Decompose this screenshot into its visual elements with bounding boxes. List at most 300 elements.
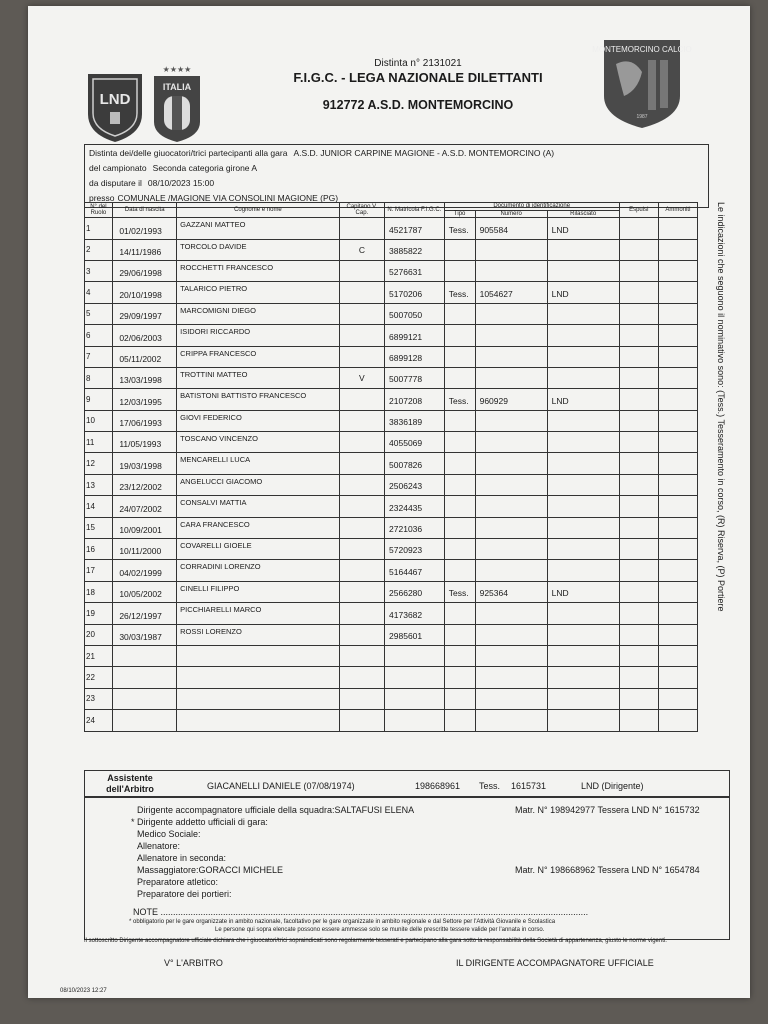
doc-issuer-text: LND <box>551 288 569 299</box>
player-name-cell <box>177 346 340 367</box>
birth-date-text: 30/03/1987 <box>119 632 162 642</box>
doc-number-text: 960929 <box>479 395 508 406</box>
birth-date-text: 26/12/1997 <box>119 610 162 621</box>
ruolo-cell <box>84 710 113 731</box>
signature-arbitro: V° L'ARBITRO <box>164 958 223 968</box>
doc-issuer-cell <box>547 282 619 303</box>
captain-cell <box>339 218 384 239</box>
ruolo-cell <box>84 218 113 239</box>
espulsi-cell <box>619 432 658 453</box>
doc-type-cell <box>444 367 475 388</box>
ammoniti-cell <box>658 667 697 688</box>
table-row: 9 12/03/1995 BATISTONI BATTISTO FRANCESCO 2107208 Tess. 960929 LND <box>84 389 698 410</box>
birth-date-text: 23/12/2002 <box>119 482 162 493</box>
doc-issuer-text: LND <box>551 395 569 406</box>
ruolo-cell <box>84 517 113 538</box>
doc-type-cell <box>444 239 475 260</box>
doc-issuer-cell <box>547 367 619 388</box>
matricola-text: 3885822 <box>389 245 423 256</box>
info-campionato: del campionato Seconda categoria girone A <box>89 163 258 173</box>
player-name-cell <box>177 603 340 624</box>
captain-cell <box>339 260 384 281</box>
birth-date-text: 05/11/2002 <box>119 353 162 364</box>
doc-type-cell <box>444 560 475 581</box>
espulsi-cell <box>619 539 658 560</box>
table-row: 11 11/05/1993 TOSCANO VINCENZO 4055069 <box>84 432 698 453</box>
doc-number-cell <box>475 303 547 324</box>
doc-issuer-cell <box>547 474 619 495</box>
doc-type-text: Tess. <box>448 224 469 235</box>
doc-number-cell <box>475 474 547 495</box>
player-name-cell <box>177 539 340 560</box>
matricola-cell <box>385 282 445 303</box>
espulsi-cell <box>619 667 658 688</box>
ammoniti-cell <box>658 474 697 495</box>
distinta-number: Distinta n° 2131021 <box>374 58 462 69</box>
doc-number-cell <box>475 260 547 281</box>
doc-number-cell <box>475 517 547 538</box>
birth-date-text: 17/06/1993 <box>119 418 162 429</box>
birth-date-text: 10/09/2001 <box>119 525 162 536</box>
ammoniti-cell <box>658 560 697 581</box>
player-name-text: MARCOMIGNI DIEGO <box>180 305 256 315</box>
birth-date-cell <box>113 688 177 709</box>
ruolo-cell <box>84 453 113 474</box>
player-name-cell <box>177 710 340 731</box>
matricola-cell <box>385 710 445 731</box>
footnote-obbligatorio: * obbligatorio per le gare organizzate in ambito nazionale, facoltativo per le gare organizzate in ambito regionale e dal Settore per l'Attività Giovanile e Scolastica <box>129 919 556 925</box>
espulsi-cell <box>619 260 658 281</box>
table-row: 20 30/03/1987 ROSSI LORENZO 2985601 <box>84 624 698 645</box>
ruolo-cell <box>84 346 113 367</box>
doc-type-cell <box>444 453 475 474</box>
captain-cell <box>339 603 384 624</box>
col-rilasciato: Rilasciato <box>547 210 619 218</box>
match-info-box <box>84 144 709 208</box>
birth-date-text: 24/07/2002 <box>119 503 162 514</box>
doc-issuer-cell <box>547 581 619 602</box>
matricola-cell <box>385 624 445 645</box>
matricola-cell <box>385 560 445 581</box>
doc-number-cell <box>475 453 547 474</box>
ruolo-cell <box>84 603 113 624</box>
doc-issuer-cell <box>547 496 619 517</box>
birth-date-text: 02/06/2003 <box>119 332 162 343</box>
players-table <box>84 202 698 732</box>
ruolo-cell <box>84 325 113 346</box>
birth-date-text: 29/09/1997 <box>119 311 162 322</box>
ammoniti-cell <box>658 410 697 431</box>
doc-issuer-cell <box>547 239 619 260</box>
table-row: 12 19/03/1998 MENCARELLI LUCA 5007826 <box>84 453 698 474</box>
doc-number-cell <box>475 688 547 709</box>
assistant-doc-type: Tess. <box>479 781 501 791</box>
doc-type-text: Tess. <box>448 588 469 599</box>
table-row: 6 02/06/2003 ISIDORI RICCARDO 6899121 <box>84 325 698 346</box>
matricola-text: 2506243 <box>389 481 423 492</box>
svg-text:LND: LND <box>99 91 131 108</box>
matricola-cell <box>385 410 445 431</box>
doc-issuer-cell <box>547 218 619 239</box>
birth-date-cell <box>113 367 177 388</box>
espulsi-cell <box>619 367 658 388</box>
birth-date-cell <box>113 218 177 239</box>
ruolo-cell <box>84 496 113 517</box>
matricola-cell <box>385 367 445 388</box>
birth-date-cell <box>113 282 177 303</box>
birth-date-cell <box>113 517 177 538</box>
staff-box <box>84 796 730 940</box>
captain-cell <box>339 346 384 367</box>
col-matricola: N. Matricola F.I.G.C. <box>385 203 445 218</box>
player-name-cell <box>177 260 340 281</box>
espulsi-cell <box>619 218 658 239</box>
player-name-cell <box>177 389 340 410</box>
ruolo-cell <box>84 260 113 281</box>
birth-date-text: 01/02/1993 <box>119 225 162 236</box>
table-row: 7 05/11/2002 CRIPPA FRANCESCO 6899128 <box>84 346 698 367</box>
captain-cell <box>339 474 384 495</box>
birth-date-cell <box>113 474 177 495</box>
matricola-cell <box>385 688 445 709</box>
player-name-text: ROCCHETTI FRANCESCO <box>180 262 274 272</box>
player-name-text: CONSALVI MATTIA <box>180 498 247 508</box>
doc-number-cell <box>475 710 547 731</box>
captain-cell <box>339 581 384 602</box>
birth-date-cell <box>113 624 177 645</box>
espulsi-cell <box>619 303 658 324</box>
player-name-cell <box>177 410 340 431</box>
birth-date-text: 29/06/1998 <box>119 268 162 279</box>
doc-number-text: 1054627 <box>479 288 513 299</box>
ruolo-cell <box>84 474 113 495</box>
espulsi-cell <box>619 325 658 346</box>
matricola-text: 4173682 <box>389 609 423 620</box>
matricola-cell <box>385 474 445 495</box>
ruolo-cell <box>84 667 113 688</box>
ammoniti-cell <box>658 389 697 410</box>
espulsi-cell <box>619 453 658 474</box>
birth-date-cell <box>113 239 177 260</box>
espulsi-cell <box>619 581 658 602</box>
matricola-text: 3836189 <box>389 417 423 428</box>
ammoniti-cell <box>658 539 697 560</box>
matricola-text: 2324435 <box>389 502 423 513</box>
col-documento: Documento di identificazione <box>444 203 619 211</box>
doc-issuer-cell <box>547 389 619 410</box>
assistant-name: GIACANELLI DANIELE (07/08/1974) <box>207 781 355 791</box>
doc-type-text: Tess. <box>448 395 469 406</box>
matricola-cell <box>385 453 445 474</box>
ammoniti-cell <box>658 325 697 346</box>
ruolo-cell <box>84 367 113 388</box>
matricola-cell <box>385 303 445 324</box>
matricola-cell <box>385 496 445 517</box>
doc-number-cell <box>475 496 547 517</box>
table-row: 4 20/10/1998 TALARICO PIETRO 5170206 Tess. 1054627 LND <box>84 282 698 303</box>
doc-type-text: Tess. <box>448 288 469 299</box>
captain-cell <box>339 539 384 560</box>
doc-type-cell <box>444 646 475 667</box>
player-name-cell <box>177 432 340 453</box>
table-row: 22 <box>84 667 698 688</box>
player-name-text: BATISTONI BATTISTO FRANCESCO <box>180 391 307 401</box>
doc-number-cell <box>475 218 547 239</box>
ammoniti-cell <box>658 688 697 709</box>
espulsi-cell <box>619 389 658 410</box>
col-nascita: Data di nascita <box>113 203 177 218</box>
col-numero: Numero <box>475 210 547 218</box>
matricola-cell <box>385 603 445 624</box>
captain-cell <box>339 410 384 431</box>
birth-date-text: 14/11/1986 <box>119 246 162 257</box>
player-name-cell <box>177 367 340 388</box>
matricola-text: 5276631 <box>389 267 423 278</box>
table-row: 10 17/06/1993 GIOVI FEDERICO 3836189 <box>84 410 698 431</box>
table-row: 15 10/09/2001 CARA FRANCESCO 2721036 <box>84 517 698 538</box>
captain-cell <box>339 710 384 731</box>
doc-issuer-cell <box>547 453 619 474</box>
player-name-text: GAZZANI MATTEO <box>180 220 246 230</box>
doc-number-cell <box>475 539 547 560</box>
player-name-cell <box>177 560 340 581</box>
matricola-cell <box>385 539 445 560</box>
espulsi-cell <box>619 346 658 367</box>
birth-date-cell <box>113 603 177 624</box>
ruolo-cell <box>84 581 113 602</box>
ammoniti-cell <box>658 624 697 645</box>
doc-type-cell <box>444 581 475 602</box>
table-row: 2 14/11/1986 TORCOLO DAVIDE C 3885822 <box>84 239 698 260</box>
captain-cell <box>339 496 384 517</box>
lnd-logo <box>84 68 146 144</box>
ammoniti-cell <box>658 346 697 367</box>
player-name-cell <box>177 496 340 517</box>
birth-date-cell <box>113 710 177 731</box>
col-capitano: Capitano V. Cap. <box>339 203 384 218</box>
birth-date-cell <box>113 325 177 346</box>
col-ammoniti: Ammoniti <box>658 203 697 218</box>
doc-issuer-cell <box>547 325 619 346</box>
birth-date-cell <box>113 496 177 517</box>
player-name-cell <box>177 688 340 709</box>
espulsi-cell <box>619 282 658 303</box>
doc-type-cell <box>444 474 475 495</box>
doc-issuer-cell <box>547 560 619 581</box>
matricola-cell <box>385 667 445 688</box>
doc-type-cell <box>444 624 475 645</box>
player-name-text: PICCHIARELLI MARCO <box>180 605 262 615</box>
signature-dirigente: IL DIRIGENTE ACCOMPAGNATORE UFFICIALE <box>456 958 654 968</box>
birth-date-cell <box>113 646 177 667</box>
captain-cell <box>339 325 384 346</box>
medico-sociale: Medico Sociale: <box>137 829 201 839</box>
matricola-cell <box>385 646 445 667</box>
matricola-cell <box>385 346 445 367</box>
espulsi-cell <box>619 496 658 517</box>
doc-type-cell <box>444 218 475 239</box>
espulsi-cell <box>619 710 658 731</box>
doc-number-cell <box>475 560 547 581</box>
table-row: 17 04/02/1999 CORRADINI LORENZO 5164467 <box>84 560 698 581</box>
espulsi-cell <box>619 410 658 431</box>
doc-type-cell <box>444 410 475 431</box>
doc-type-cell <box>444 667 475 688</box>
doc-type-cell <box>444 303 475 324</box>
table-row: 5 29/09/1997 MARCOMIGNI DIEGO 5007050 <box>84 303 698 324</box>
assistant-matricola: 198668961 <box>415 781 461 791</box>
doc-type-cell <box>444 346 475 367</box>
ammoniti-cell <box>658 282 697 303</box>
player-name-text: GIOVI FEDERICO <box>180 412 242 422</box>
massaggiatore-matricola: Matr. N° 198668962 Tessera LND N° 1654784 <box>515 865 700 875</box>
doc-number-cell <box>475 432 547 453</box>
birth-date-text: 19/03/1998 <box>119 460 162 471</box>
table-row: 3 29/06/1998 ROCCHETTI FRANCESCO 5276631 <box>84 260 698 281</box>
captain-cell <box>339 688 384 709</box>
player-name-text: ANGELUCCI GIACOMO <box>180 476 263 486</box>
birth-date-cell <box>113 560 177 581</box>
doc-issuer-cell <box>547 517 619 538</box>
ammoniti-cell <box>658 710 697 731</box>
doc-type-cell <box>444 325 475 346</box>
svg-text:ITALIA: ITALIA <box>162 82 192 92</box>
espulsi-cell <box>619 560 658 581</box>
doc-issuer-cell <box>547 303 619 324</box>
captain-cell <box>339 303 384 324</box>
info-presso: presso COMUNALE /MAGIONE VIA CONSOLINI MAGIONE (PG) <box>89 193 339 203</box>
assistant-issuer: LND (Dirigente) <box>581 781 644 791</box>
table-row: 23 <box>84 688 698 709</box>
ammoniti-cell <box>658 303 697 324</box>
doc-number-cell <box>475 603 547 624</box>
col-espulsi: Espulsi <box>619 203 658 218</box>
espulsi-cell <box>619 517 658 538</box>
matricola-cell <box>385 389 445 410</box>
matricola-text: 4521787 <box>389 224 423 235</box>
svg-text:1987: 1987 <box>636 114 648 120</box>
ruolo-cell <box>84 303 113 324</box>
player-name-cell <box>177 239 340 260</box>
ammoniti-cell <box>658 367 697 388</box>
table-row: 8 13/03/1998 TROTTINI MATTEO V 5007778 <box>84 367 698 388</box>
massaggiatore: Massaggiatore:GORACCI MICHELE <box>137 865 284 875</box>
svg-text:★★★★: ★★★★ <box>162 65 192 74</box>
ammoniti-cell <box>658 239 697 260</box>
player-name-text: TOSCANO VINCENZO <box>180 434 258 444</box>
player-name-text: CRIPPA FRANCESCO <box>180 348 257 358</box>
birth-date-cell <box>113 667 177 688</box>
matricola-cell <box>385 218 445 239</box>
ammoniti-cell <box>658 432 697 453</box>
matricola-text: 2566280 <box>389 588 423 599</box>
table-row: 18 10/05/2002 CINELLI FILIPPO 2566280 Tess. 925364 LND <box>84 581 698 602</box>
ruolo-cell <box>84 432 113 453</box>
ruolo-cell <box>84 539 113 560</box>
assistant-referee-box <box>84 770 730 798</box>
preparatore-atletico: Preparatore atletico: <box>137 877 219 887</box>
captain-cell <box>339 282 384 303</box>
player-name-cell <box>177 646 340 667</box>
allenatore-seconda: Allenatore in seconda: <box>137 853 227 863</box>
doc-type-cell <box>444 688 475 709</box>
doc-number-cell <box>475 346 547 367</box>
player-name-text: MENCARELLI LUCA <box>180 455 251 465</box>
dirigente-accompagnatore-matricola: Matr. N° 198942977 Tessera LND N° 1615732 <box>515 805 700 815</box>
ammoniti-cell <box>658 218 697 239</box>
table-row: 24 <box>84 710 698 731</box>
matricola-text: 4055069 <box>389 438 423 449</box>
doc-issuer-cell <box>547 346 619 367</box>
doc-number-cell <box>475 646 547 667</box>
player-name-text: CORRADINI LORENZO <box>180 562 261 572</box>
ammoniti-cell <box>658 260 697 281</box>
espulsi-cell <box>619 646 658 667</box>
player-name-text: TORCOLO DAVIDE <box>180 241 247 251</box>
ammoniti-cell <box>658 517 697 538</box>
player-name-text: ISIDORI RICCARDO <box>180 327 251 337</box>
players-table-body <box>84 218 698 731</box>
ruolo-cell <box>84 410 113 431</box>
birth-date-cell <box>113 260 177 281</box>
player-name-cell <box>177 667 340 688</box>
player-name-cell <box>177 282 340 303</box>
ruolo-cell <box>84 646 113 667</box>
doc-issuer-cell <box>547 710 619 731</box>
matricola-cell <box>385 517 445 538</box>
captain-cell <box>339 517 384 538</box>
matricola-text: 2107208 <box>389 395 423 406</box>
player-name-cell <box>177 517 340 538</box>
player-name-text: TROTTINI MATTEO <box>180 369 248 379</box>
player-name-cell <box>177 453 340 474</box>
captain-cell <box>339 432 384 453</box>
captain-cell: C <box>339 239 384 260</box>
birth-date-cell <box>113 539 177 560</box>
player-name-cell <box>177 581 340 602</box>
allenatore: Allenatore: <box>137 841 181 851</box>
ammoniti-cell <box>658 646 697 667</box>
doc-type-cell <box>444 260 475 281</box>
matricola-cell <box>385 239 445 260</box>
matricola-text: 6899121 <box>389 331 423 342</box>
doc-type-cell <box>444 496 475 517</box>
doc-number-cell <box>475 325 547 346</box>
matricola-text: 5007778 <box>389 374 423 385</box>
ruolo-cell <box>84 389 113 410</box>
birth-date-cell <box>113 303 177 324</box>
doc-type-cell <box>444 710 475 731</box>
doc-type-cell <box>444 432 475 453</box>
doc-number-cell <box>475 581 547 602</box>
table-row: 1 01/02/1993 GAZZANI MATTEO 4521787 Tess. 905584 LND <box>84 218 698 239</box>
birth-date-text: 11/05/1993 <box>119 439 162 450</box>
ruolo-cell <box>84 688 113 709</box>
matricola-text: 5007050 <box>389 310 423 321</box>
doc-issuer-cell <box>547 667 619 688</box>
espulsi-cell <box>619 624 658 645</box>
captain-cell: V <box>339 367 384 388</box>
doc-number-cell <box>475 667 547 688</box>
col-tipo: Tipo <box>444 210 475 218</box>
birth-date-text: 04/02/1999 <box>119 567 162 578</box>
doc-issuer-text: LND <box>551 224 569 235</box>
note-line: NOTE ........................................................................................................................................................................... <box>133 907 589 917</box>
matricola-cell <box>385 325 445 346</box>
player-name-cell <box>177 474 340 495</box>
doc-type-cell <box>444 517 475 538</box>
doc-number-cell <box>475 239 547 260</box>
